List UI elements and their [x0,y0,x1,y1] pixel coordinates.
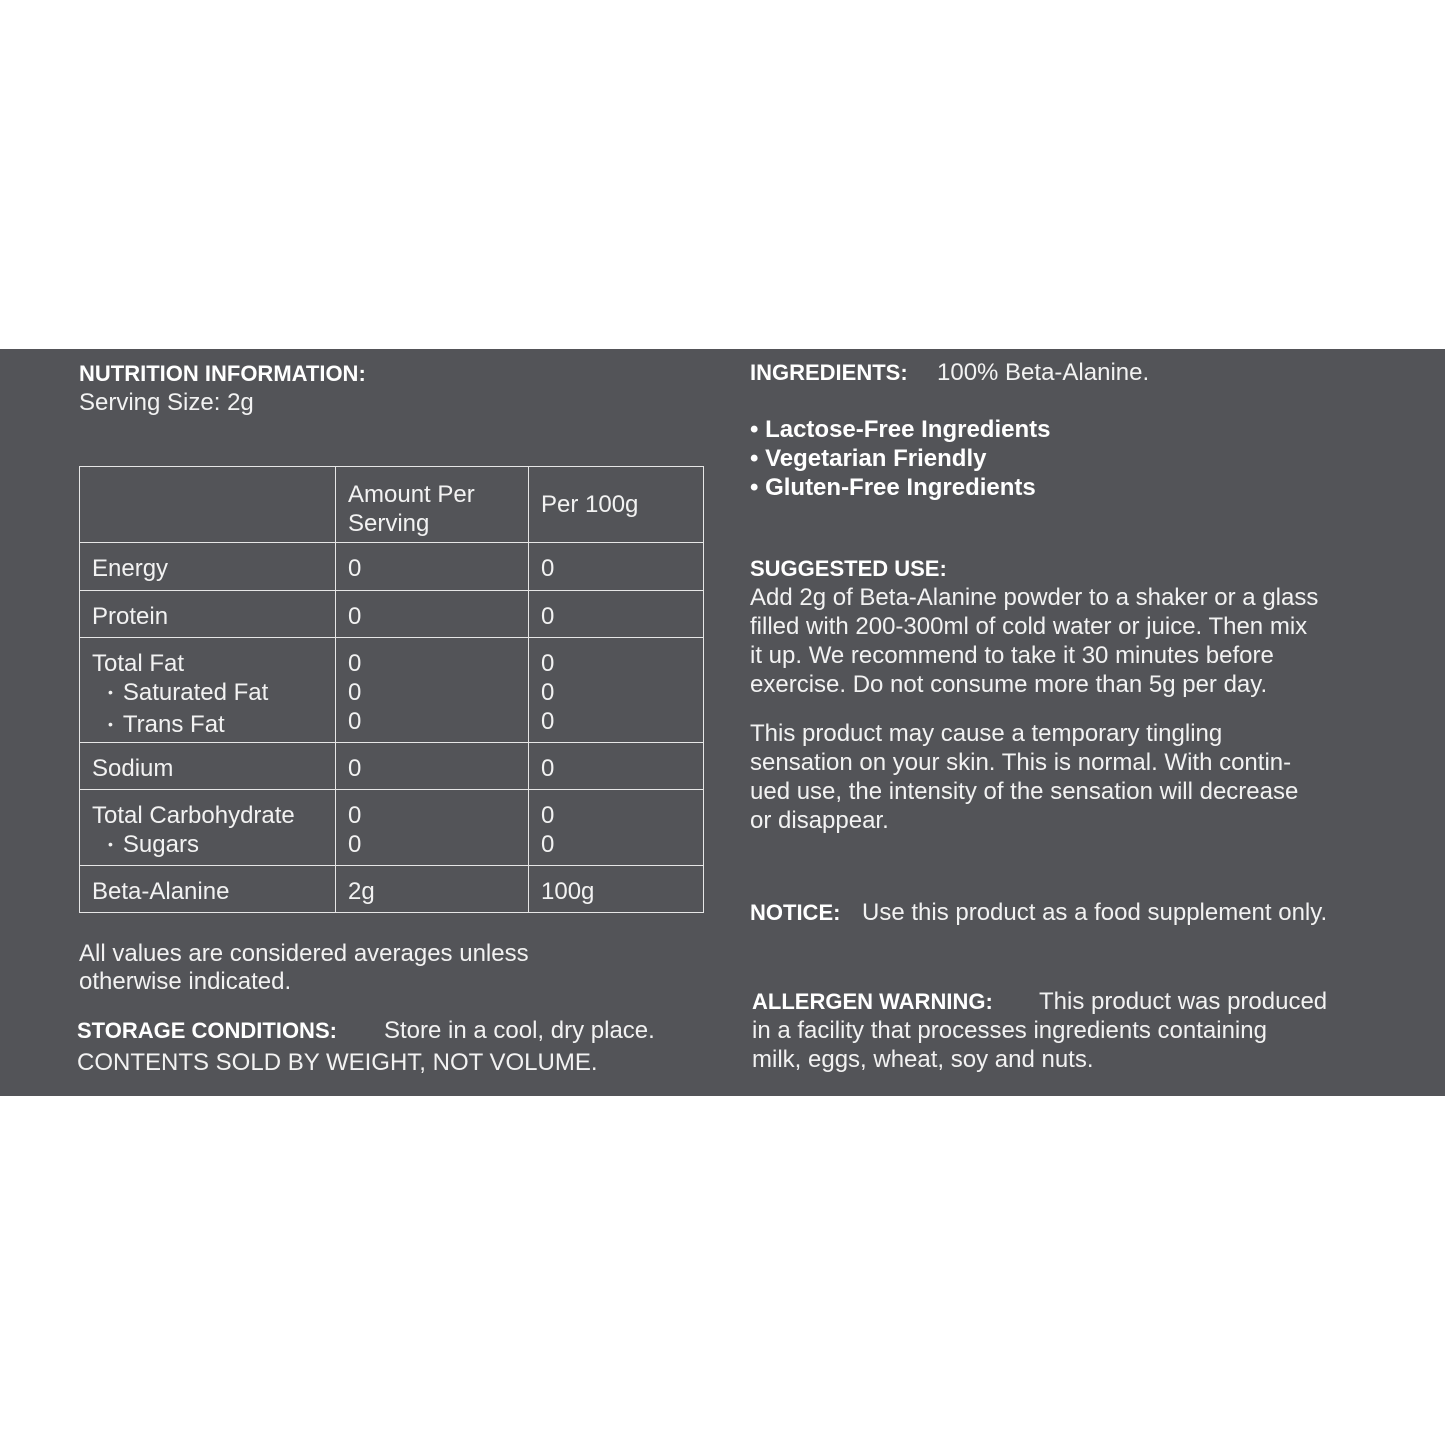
row-per-serving-group [336,638,529,743]
row-per-100g: 0 [541,650,555,677]
suggested-use-line: filled with 200-300ml of cold water or juice. Then mix [750,613,1308,640]
storage-text: Store in a cool, dry place. [384,1017,655,1044]
row-per-serving: 0 [348,650,362,677]
table-row [80,866,704,913]
table-row [80,591,704,638]
suggested-use-body [750,583,1318,699]
row-name: Sodium [80,743,336,790]
row-per-serving: 0 [336,743,529,790]
row-per-100g: 100g [529,866,704,913]
row-name: Protein [80,591,336,638]
sub-row-name: • Trans Fat [92,710,323,742]
storage-heading: STORAGE CONDITIONS: [77,1018,337,1043]
tingling-line: ued use, the intensity of the sensation will decrease [750,778,1299,805]
bullet-item: • Lactose-Free Ingredients [750,416,1051,443]
tingling-line: This product may cause a temporary tingling [750,720,1223,747]
row-name-group [80,790,336,866]
table-row [80,638,704,743]
suggested-use-line: it up. We recommend to take it 30 minutes before [750,642,1274,669]
nutrition-table [79,466,704,913]
row-per-100g: 0 [541,802,555,829]
ingredients-text: 100% Beta-Alanine. [937,359,1150,386]
notice-heading: NOTICE: [750,900,841,925]
sub-row-per-serving: 0 [348,708,362,735]
tingling-line: or disappear. [750,807,889,834]
sub-row-per-serving: 0 [348,679,362,706]
label-panel [0,349,1445,1096]
header-amount-line2: Serving [348,510,430,537]
row-name: Energy [80,543,336,591]
row-per-100g: 0 [529,543,704,591]
row-per-serving: 0 [336,591,529,638]
ingredients-heading: INGREDIENTS: [750,360,908,385]
header-amount-line1: Amount Per [348,481,475,508]
sub-row-per-100g: 0 [541,708,555,735]
allergen-line2: in a facility that processes ingredients containing [752,1017,1267,1044]
allergen-line3: milk, eggs, wheat, soy and nuts. [752,1046,1094,1073]
row-name-group [80,638,336,743]
row-per-100g: 0 [529,591,704,638]
tingling-note [750,719,1298,835]
tingling-line: sensation on your skin. This is normal. With contin- [750,749,1292,776]
row-name: Beta-Alanine [80,866,336,913]
row-per-serving: 0 [336,543,529,591]
row-name: Total Carbohydrate [92,802,295,829]
suggested-use-line: Add 2g of Beta-Alanine powder to a shaker or a glass [750,584,1319,611]
notice-text: Use this product as a food supplement only. [862,899,1328,926]
row-per-100g: 0 [529,743,704,790]
sub-row-per-100g: 0 [541,679,555,706]
table-row [80,743,704,790]
nutrition-heading: NUTRITION INFORMATION: [79,361,366,386]
bullet-item: • Gluten-Free Ingredients [750,474,1036,501]
header-blank [80,467,336,543]
table-row [80,543,704,591]
row-per-serving: 0 [348,802,362,829]
suggested-use-line: exercise. Do not consume more than 5g per day. [750,671,1268,698]
row-per-100g-group [529,638,704,743]
footnote-line2: otherwise indicated. [79,968,292,995]
header-amount-per-serving [336,467,529,543]
row-per-100g-group [529,790,704,866]
sub-row-name: • Saturated Fat [92,678,323,710]
row-per-serving-group [336,790,529,866]
table-row [80,790,704,866]
allergen-line1: This product was produced [1039,988,1328,1015]
ingredient-bullets [750,415,1050,502]
sub-row-per-100g: 0 [541,831,555,858]
bullet-item: • Vegetarian Friendly [750,445,987,472]
contents-notice: CONTENTS SOLD BY WEIGHT, NOT VOLUME. [77,1049,598,1076]
table-header-row [80,467,704,543]
row-per-serving: 2g [336,866,529,913]
sub-row-per-serving: 0 [348,831,362,858]
row-name: Total Fat [92,650,185,677]
suggested-use-heading: SUGGESTED USE: [750,556,947,581]
sub-row-name: • Sugars [92,830,323,862]
serving-size: Serving Size: 2g [79,389,254,416]
allergen-heading: ALLERGEN WARNING: [752,989,993,1014]
footnote-line1: All values are considered averages unless [79,940,529,967]
header-per-100g: Per 100g [529,467,704,543]
